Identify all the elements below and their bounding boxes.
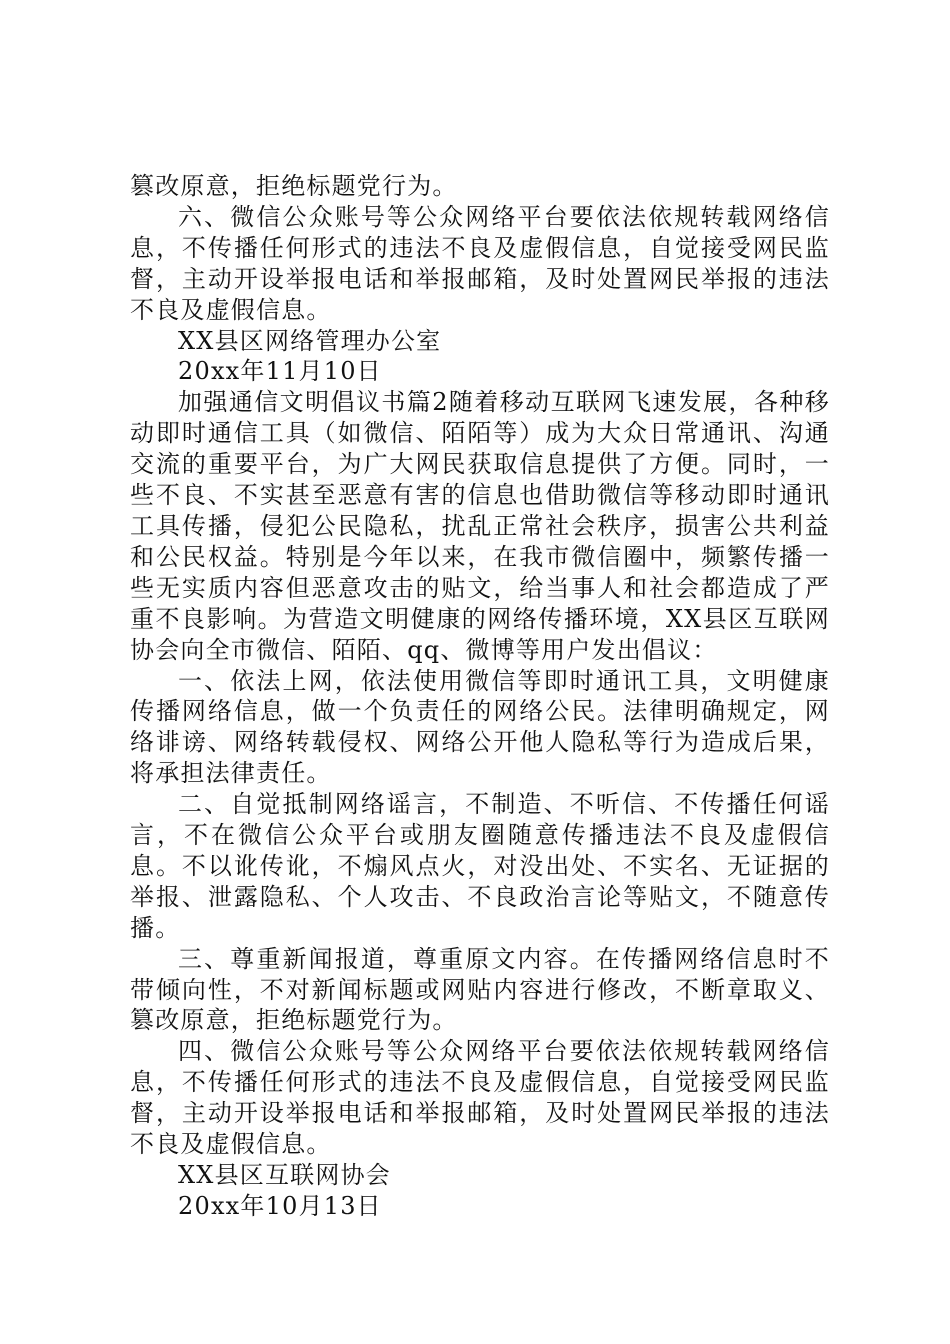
- paragraph-continuation: 篡改原意，拒绝标题党行为。: [130, 172, 458, 200]
- paragraph-item-two: 二、自觉抵制网络谣言，不制造、不听信、不传播任何谣言，不在微信公众平台或朋友圈随意传播违法不良及虚假信息。不以讹传讹，不煽风点火，对没出处、不实名、无证据的举报、泄露隐私、个人攻击、不良政治言论等贴文，不随意传播。: [130, 790, 830, 942]
- paragraph-item-four: 四、微信公众账号等公众网络平台要依法依规转载网络信息，不传播任何形式的违法不良及虚假信息，自觉接受网民监督，主动开设举报电话和举报邮箱，及时处置网民举报的违法不良及虚假信息。: [130, 1037, 830, 1159]
- signature-organization-2: XX县区互联网协会: [178, 1161, 391, 1189]
- paragraph-item-one: 一、依法上网，依法使用微信等即时通讯工具，文明健康传播网络信息，做一个负责任的网络公民。法律明确规定，网络诽谤、网络转载侵权、网络公开他人隐私等行为造成后果，将承担法律责任。: [130, 666, 830, 788]
- signature-date-2: 20xx年10月13日: [178, 1191, 382, 1220]
- document-body: [130, 171, 830, 1222]
- signature-organization: XX县区网络管理办公室: [178, 326, 442, 355]
- paragraph-item-three: 三、尊重新闻报道，尊重原文内容。在传播网络信息时不带倾向性，不对新闻标题或网贴内容进行修改，不断章取义、篡改原意，拒绝标题党行为。: [130, 944, 830, 1035]
- signature-date: 20xx年11月10日: [178, 357, 382, 386]
- paragraph-item-six: 六、微信公众账号等公众网络平台要依法依规转载网络信息，不传播任何形式的违法不良及虚假信息，自觉接受网民监督，主动开设举报电话和举报邮箱，及时处置网民举报的违法不良及虚假信息。: [130, 202, 830, 324]
- paragraph-intro: 加强通信文明倡议书篇2随着移动互联网飞速发展，各种移动即时通信工具（如微信、陌陌等）成为大众日常通讯、沟通交流的重要平台，为广大网民获取信息提供了方便。同时，一些不良、不实甚至恶意有害的信息也借助微信等移动即时通讯工具传播，侵犯公民隐私，扰乱正常社会秩序，损害公共利益和公民权益。特别是今年以来，在我市微信圈中，频繁传播一些无实质内容但恶意攻击的贴文，给当事人和社会都造成了严重不良影响。为营造文明健康的网络传播环境，XX县区互联网协会向全市微信、陌陌、qq、微博等用户发出倡议：: [130, 388, 830, 664]
